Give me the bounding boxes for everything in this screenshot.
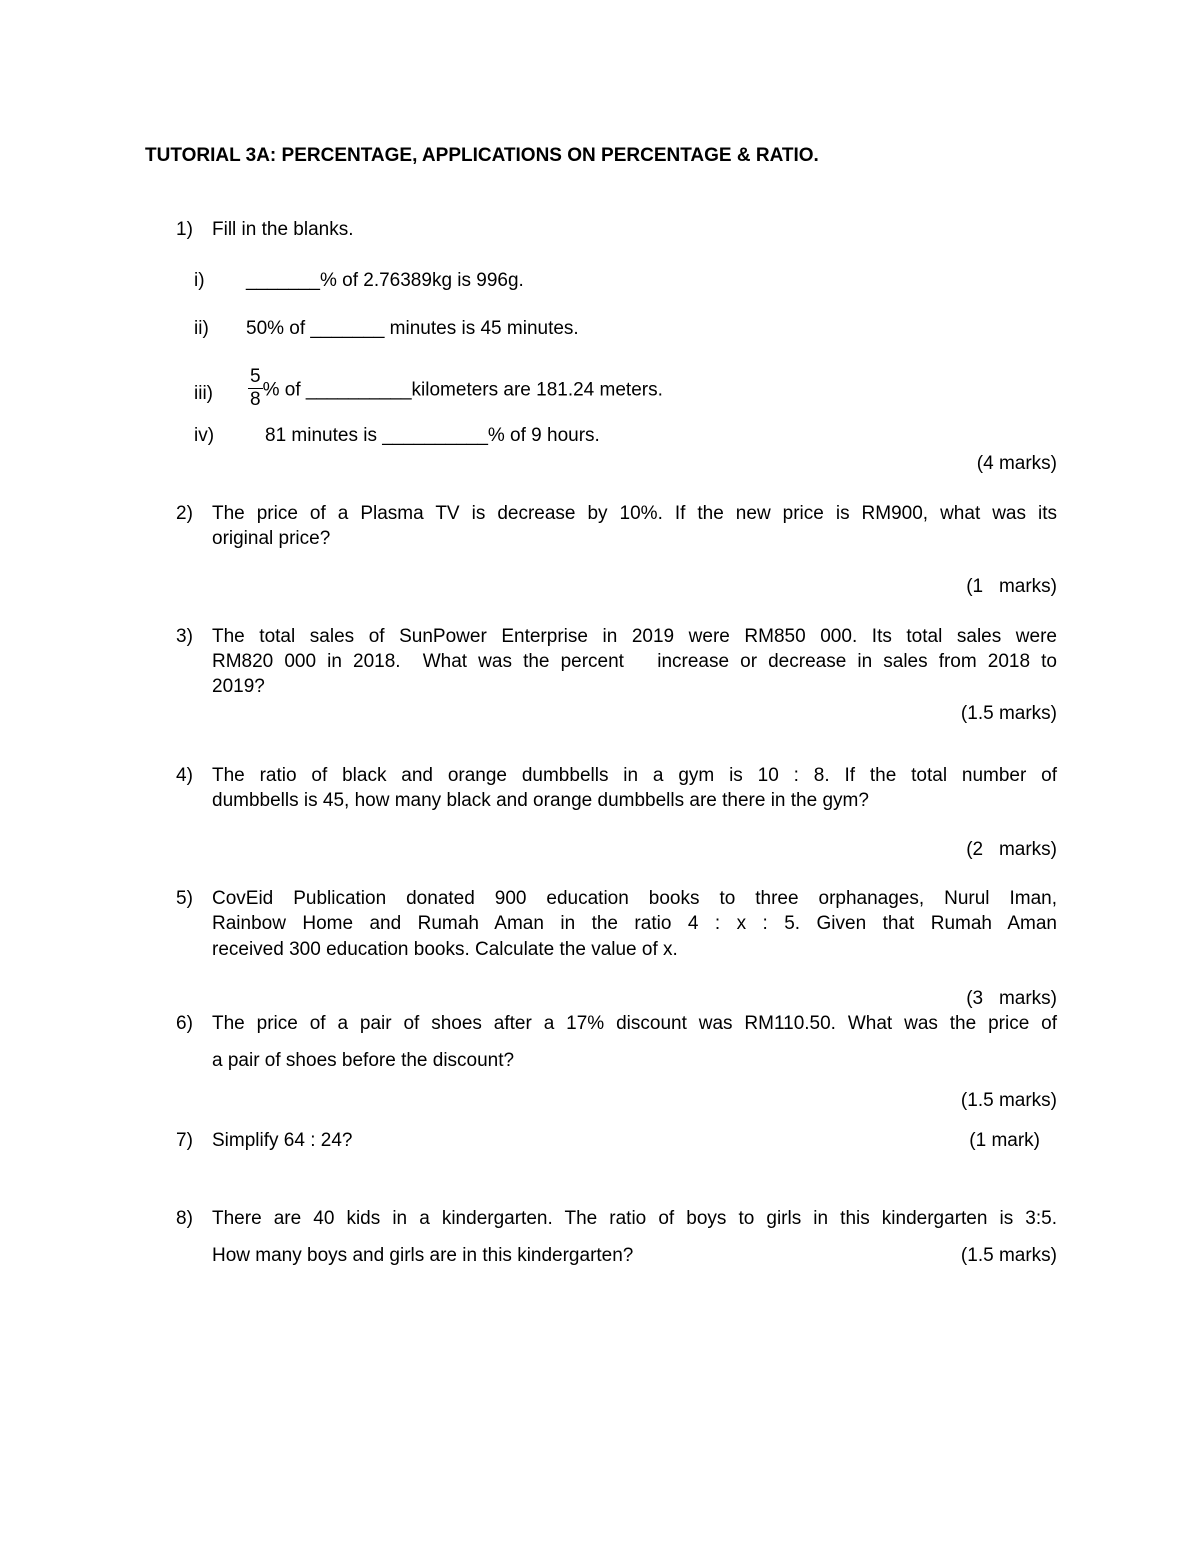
- q1-marks: (4 marks): [976, 453, 1057, 474]
- fraction-numerator: 5: [250, 366, 261, 387]
- page-title: TUTORIAL 3A: PERCENTAGE, APPLICATIONS ON PERCENTAGE & RATIO.: [145, 145, 819, 166]
- q4-line2: dumbbells is 45, how many black and orange dumbbells are there in the gym?: [212, 790, 869, 811]
- q6-marks: (1.5 marks): [960, 1090, 1057, 1111]
- q1-iii-label: iii): [194, 383, 213, 404]
- q1-iv-text: 81 minutes is __________% of 9 hours.: [265, 425, 600, 446]
- q2-marks: (1 marks): [966, 576, 1057, 597]
- fraction-denominator: 8: [250, 388, 261, 410]
- q1-ii-label: ii): [194, 318, 209, 339]
- q1-i-text: _______% of 2.76389kg is 996g.: [246, 270, 524, 291]
- q1-number: 1): [176, 219, 193, 240]
- q6-line1: The price of a pair of shoes after a 17% discount was RM110.50. What was the price of: [212, 1013, 1057, 1034]
- q3-line2: RM820 000 in 2018. What was the percent increase or decrease in sales from 2018 to: [212, 651, 1057, 672]
- q1-iii-expression: [248, 368, 663, 413]
- q4-line1: The ratio of black and orange dumbbells in a gym is 10 : 8. If the total number of: [212, 765, 1057, 786]
- q7-number: 7): [176, 1130, 193, 1151]
- q8-line1: There are 40 kids in a kindergarten. The ratio of boys to girls in this kindergarten is 3:5.: [212, 1208, 1057, 1229]
- q5-line1: CovEid Publication donated 900 education books to three orphanages, Nurul Iman,: [212, 888, 1057, 909]
- q8-number: 8): [176, 1208, 193, 1229]
- q8-line2: How many boys and girls are in this kindergarten?: [212, 1245, 634, 1266]
- q3-number: 3): [176, 626, 193, 647]
- q5-marks: (3 marks): [966, 988, 1057, 1009]
- q4-number: 4): [176, 765, 193, 786]
- q7-marks: (1 mark): [969, 1130, 1040, 1151]
- q5-line3: received 300 education books. Calculate the value of x.: [212, 939, 678, 960]
- q6-number: 6): [176, 1013, 193, 1034]
- q3-line3: 2019?: [212, 676, 265, 697]
- q2-line2: original price?: [212, 528, 331, 549]
- q1-ii-text: 50% of _______ minutes is 45 minutes.: [246, 318, 579, 339]
- q1-i-label: i): [194, 270, 205, 291]
- q6-line2: a pair of shoes before the discount?: [212, 1050, 515, 1071]
- q3-line1: The total sales of SunPower Enterprise in 2019 were RM850 000. Its total sales were: [212, 626, 1057, 647]
- q1-iv-label: iv): [194, 425, 215, 446]
- q5-number: 5): [176, 888, 193, 909]
- q3-marks: (1.5 marks): [960, 703, 1057, 724]
- q4-marks: (2 marks): [966, 839, 1057, 860]
- q2-line1: The price of a Plasma TV is decrease by 10%. If the new price is RM900, what was its: [212, 503, 1057, 524]
- q8-marks: (1.5 marks): [960, 1245, 1057, 1266]
- q5-line2: Rainbow Home and Rumah Aman in the ratio 4 : x : 5. Given that Rumah Aman: [212, 913, 1057, 934]
- q1-text: Fill in the blanks.: [212, 219, 354, 240]
- q1-iii-text: % of __________kilometers are 181.24 meters.: [262, 379, 663, 401]
- fraction: [248, 366, 263, 411]
- q2-number: 2): [176, 503, 193, 524]
- q7-text: Simplify 64 : 24?: [212, 1130, 353, 1151]
